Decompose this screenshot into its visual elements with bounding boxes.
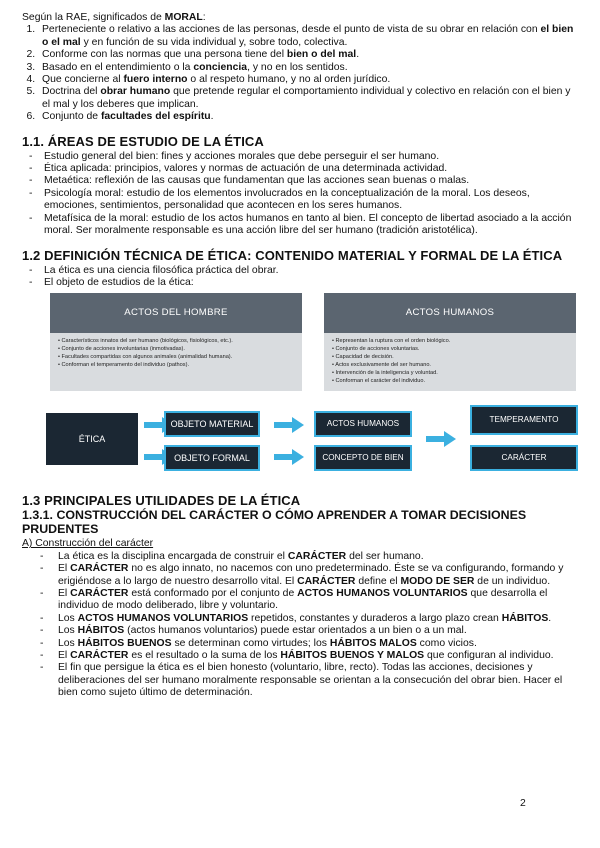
panel-title: ACTOS HUMANOS: [324, 293, 576, 333]
arrow-icon: [274, 417, 304, 433]
definition-item: 4. Que concierne al fuero interno o al respeto humano, y no al orden jurídico.: [38, 74, 578, 86]
section-1-1-list: [22, 151, 578, 238]
list-item: - Los HÁBITOS BUENOS se determinan como virtudes; los HÁBITOS MALOS como vicios.: [22, 638, 578, 650]
list-item: - Ética aplicada: principios, valores y normas de actuación de una determinada actividad.: [22, 163, 578, 175]
acts-panels: [22, 293, 578, 391]
definition-item: 5. Doctrina del obrar humano que pretende regular el comportamiento individual y colectivo en relación con el bien y el mal y los deberes que implican.: [38, 86, 578, 111]
list-item: - Los ACTOS HUMANOS VOLUNTARIOS repetidos, constantes y duraderos a largo plazo crean HÁBITOS.: [22, 613, 578, 625]
definition-item: 6. Conjunto de facultades del espíritu.: [38, 111, 578, 123]
section-title-1-3: 1.3 PRINCIPALES UTILIDADES DE LA ÉTICA: [22, 493, 301, 509]
list-item: - Los HÁBITOS (actos humanos voluntarios) puede estar orientados a un bien o a un mal.: [22, 625, 578, 637]
definition-item: 1. Perteneciente o relativo a las acciones de las personas, desde el punto de vista de su obrar en relación con el bien o el mal y en función de su vida individual y, sobre todo, colectiva.: [38, 24, 578, 49]
section-1-3-list: [22, 551, 578, 700]
box-objeto-material: OBJETO MATERIAL: [164, 411, 260, 437]
box-temperamento: TEMPERAMENTO: [470, 405, 578, 435]
box-objeto-formal: OBJETO FORMAL: [164, 445, 260, 471]
list-item: - El CARÁCTER no es algo innato, no nacemos con uno predeterminado. Éste se va configurando, formando y erigiéndose a lo largo de nuestro desarrollo vital. El CARÁCTER define el MODO DE SER de un individuo.: [22, 563, 578, 588]
list-item: - Metaética: reflexión de las causas que fundamentan que las acciones sean buenas o malas.: [22, 175, 578, 187]
definition-item: 2. Conforme con las normas que una persona tiene del bien o del mal.: [38, 49, 578, 61]
list-item: - El objeto de estudios de la ética:: [22, 277, 578, 289]
intro-line: Según la RAE, significados de MORAL:: [22, 12, 206, 23]
sublabel: A) Construcción del carácter: [22, 538, 154, 550]
page-number: 2: [520, 798, 526, 809]
arrow-icon: [274, 449, 304, 465]
list-item: - El CARÁCTER es el resultado o la suma de los HÁBITOS BUENOS Y MALOS que configuran al individuo.: [22, 650, 578, 662]
box-caracter: CARÁCTER: [470, 445, 578, 471]
definition-item: 3. Basado en el entendimiento o la conciencia, y no en los sentidos.: [38, 62, 578, 74]
section-title-1-1: 1.1. ÁREAS DE ESTUDIO DE LA ÉTICA: [22, 133, 264, 149]
panel-list: • Característicos innatos del ser humano (biológicos, fisiológicos, etc.). • Conjunto de acciones involuntarias (inmotivadas). • Facultades compartidas con algunos animales (animalidad humana). • Conforman el temperamento del individuo (pathos).: [50, 337, 302, 369]
list-item: - El CARÁCTER está conformado por el conjunto de ACTOS HUMANOS VOLUNTARIOS que desarrolla el individuo de modo deliberado, libre y voluntario.: [22, 588, 578, 613]
ethics-flow-diagram: [22, 405, 578, 485]
list-item: - Metafísica de la moral: estudio de los actos humanos en tanto al bien. El concepto de libertad asociado a la acción moral. Ser moralmente responsable es una acción libre del ser humano (tradición aristotélica).: [22, 213, 578, 238]
document-page: [22, 12, 578, 700]
list-item: - Psicología moral: estudio de los elementos involucrados en la conceptualización de la moral. Los deseos, emociones, sentimientos, personalidad que acontecen en los seres humanos.: [22, 188, 578, 213]
panel-title: ACTOS DEL HOMBRE: [50, 293, 302, 333]
panel-actos-humanos: [324, 293, 576, 391]
subsection-title-1-3-1: 1.3.1. CONSTRUCCIÓN DEL CARÁCTER O CÓMO APRENDER A TOMAR DECISIONES PRUDENTES: [22, 508, 527, 537]
section-1-2-list: [22, 265, 578, 290]
definitions-list: [22, 24, 578, 123]
arrow-icon: [426, 431, 456, 447]
list-item: - La ética es la disciplina encargada de construir el CARÁCTER del ser humano.: [22, 551, 578, 563]
box-actos-humanos: ACTOS HUMANOS: [314, 411, 412, 437]
section-title-1-2: 1.2 DEFINICIÓN TÉCNICA DE ÉTICA: CONTENIDO MATERIAL Y FORMAL DE LA ÉTICA: [22, 247, 563, 263]
list-item: - El fin que persigue la ética es el bien honesto (voluntario, libre, recto). Todas las acciones, decisiones y deliberaciones del ser humano moralmente responsable se orientan a la consecución del obrar bien. Hacer el bien como sujeto último de determinación.: [22, 662, 578, 699]
list-item: - La ética es una ciencia filosófica práctica del obrar.: [22, 265, 578, 277]
list-item: - Estudio general del bien: fines y acciones morales que debe perseguir el ser humano.: [22, 151, 578, 163]
panel-list: • Representan la ruptura con el orden biológico. • Conjunto de acciones voluntarias. • Capacidad de decisión. • Actos exclusivamente del ser humano. • Intervención de la inteligencia y voluntad. • Conforman el carácter del individuo.: [324, 337, 576, 385]
box-concepto-de-bien: CONCEPTO DE BIEN: [314, 445, 412, 471]
panel-actos-del-hombre: [50, 293, 302, 391]
box-etica: ÉTICA: [46, 413, 138, 465]
